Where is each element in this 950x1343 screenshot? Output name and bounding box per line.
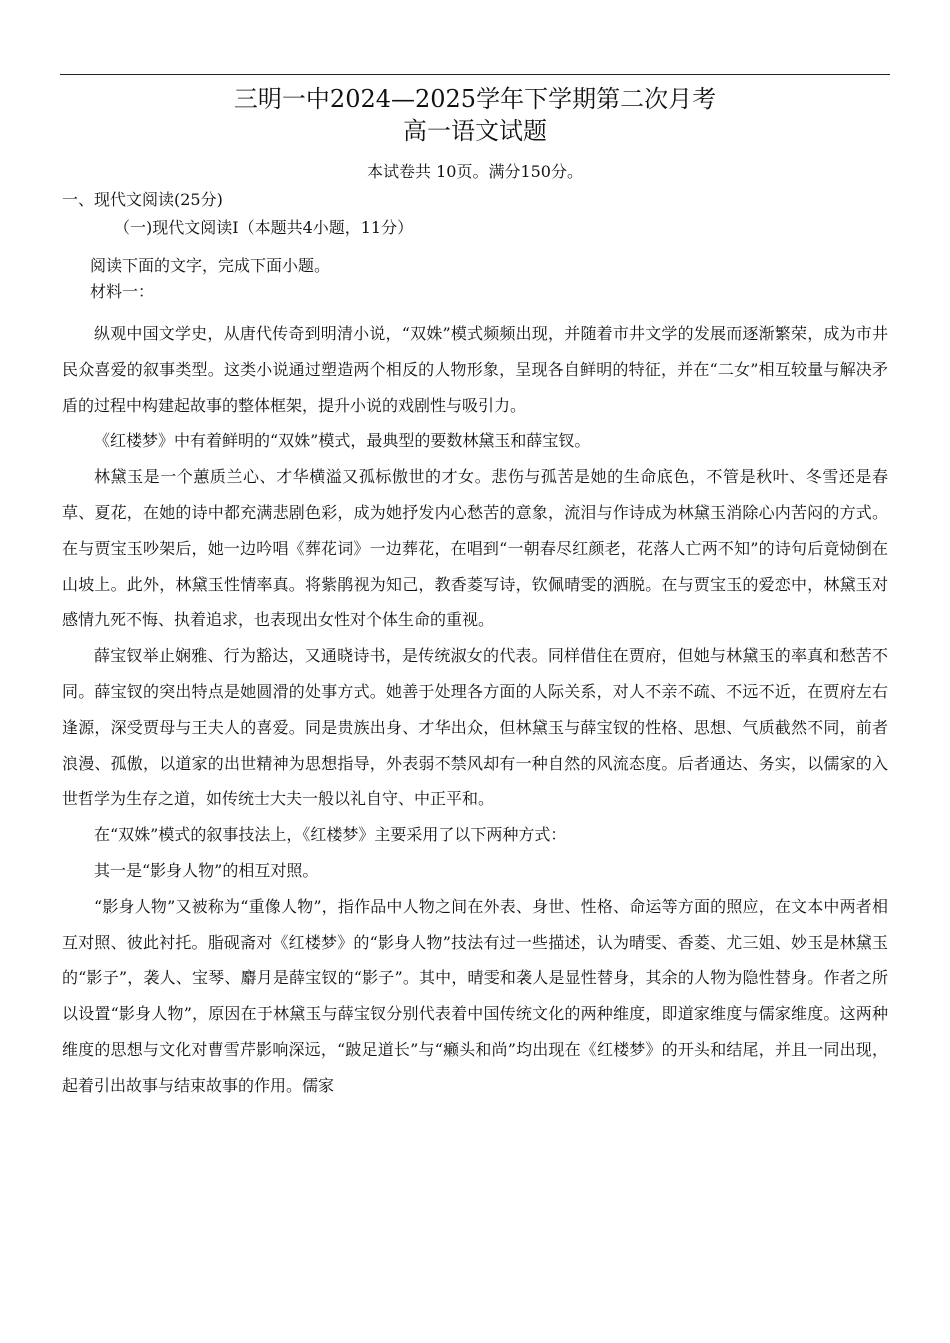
section-heading: 一、现代文阅读(25分): [62, 190, 223, 209]
paragraph: 薛宝钗举止娴雅、行为豁达，又通晓诗书，是传统淑女的代表。同样借住在贾府，但她与林黛玉的率真和愁苦不同。薛宝钗的突出特点是她圆滑的处事方式。她善于处理各方面的人际关系，对人不亲不疏、不远不近，在贾府左右逢源，深受贾母与王夫人的喜爱。同是贵族出身、才华出众，但林黛玉与薛宝钗的性格、思想、气质截然不同，前者浪漫、孤傲，以道家的出世精神为思想指导，外表弱不禁风却有一种自然的风流态度。后者通达、务实，以儒家的入世哲学为生存之道，如传统士大夫一般以礼自守、中正平和。: [62, 646, 888, 809]
material-label: 材料一：: [90, 282, 155, 301]
paragraph: 《红楼梦》中有着鲜明的“双姝”模式，最典型的要数林黛玉和薛宝钗。: [94, 431, 591, 451]
exam-title: 三明一中2024—2025学年下学期第二次月考: [233, 85, 717, 113]
paragraph: “影身人物”又被称为“重像人物”，指作品中人物之间在外表、身世、性格、命运等方面的照应，在文本中两者相互对照、彼此衬托。脂砚斋对《红楼梦》的“影身人物”技法有过一些描述，认为晴雯、香菱、尤三姐、妙玉是林黛玉的“影子”，袭人、宝琴、麝月是薛宝钗的“影子”。其中，晴雯和袭人是显性替身，其余的人物为隐性替身。作者之所以设置“影身人物”，原因在于林黛玉与薛宝钗分别代表着中国传统文化的两种维度，即道家维度与儒家维度。这两种维度的思想与文化对曹雪芹影响深远，“跛足道长”与“癞头和尚”均出现在《红楼梦》的开头和结尾，并且一同出现，起着引出故事与结束故事的作用。儒家: [62, 896, 888, 1095]
paragraph: 其一是“影身人物”的相互对照。: [94, 860, 319, 880]
paragraph: 纵观中国文学史，从唐代传奇到明清小说，“双姝”模式频频出现，并随着市井文学的发展而逐渐繁荣，成为市井民众喜爱的叙事类型。这类小说通过塑造两个相反的人物形象，呈现各自鲜明的特征，并在“二女”相互较量与解决矛盾的过程中构建起故事的整体框架，提升小说的戏剧性与吸引力。: [62, 324, 888, 415]
section-subheading: （一)现代文阅读Ⅰ（本题共4小题，11分）: [114, 218, 414, 237]
passage-body: [62, 316, 888, 1104]
reading-instruction: 阅读下面的文字，完成下面小题。: [90, 256, 331, 275]
paragraph: 在“双姝”模式的叙事技法上，《红楼梦》主要采用了以下两种方式：: [94, 825, 567, 845]
top-rule: [60, 74, 890, 75]
exam-subtitle: 高一语文试题: [403, 117, 547, 145]
exam-info: 本试卷共 10页。满分150分。: [367, 162, 583, 181]
paragraph: 林黛玉是一个蕙质兰心、才华横溢又孤标傲世的才女。悲伤与孤苦是她的生命底色，不管是秋叶、冬雪还是春草、夏花，在她的诗中都充满悲剧色彩，成为她抒发内心愁苦的意象，流泪与作诗成为林黛玉消除心内苦闷的方式。在与贾宝玉吵架后，她一边吟唱《葬花词》一边葬花，在唱到“一朝春尽红颜老，花落人亡两不知”的诗句后竟恸倒在山坡上。此外，林黛玉性情率真。将紫鹃视为知己，教香菱写诗，钦佩晴雯的洒脱。在与贾宝玉的爱恋中，林黛玉对感情九死不悔、执着追求，也表现出女性对个体生命的重视。: [62, 467, 888, 630]
